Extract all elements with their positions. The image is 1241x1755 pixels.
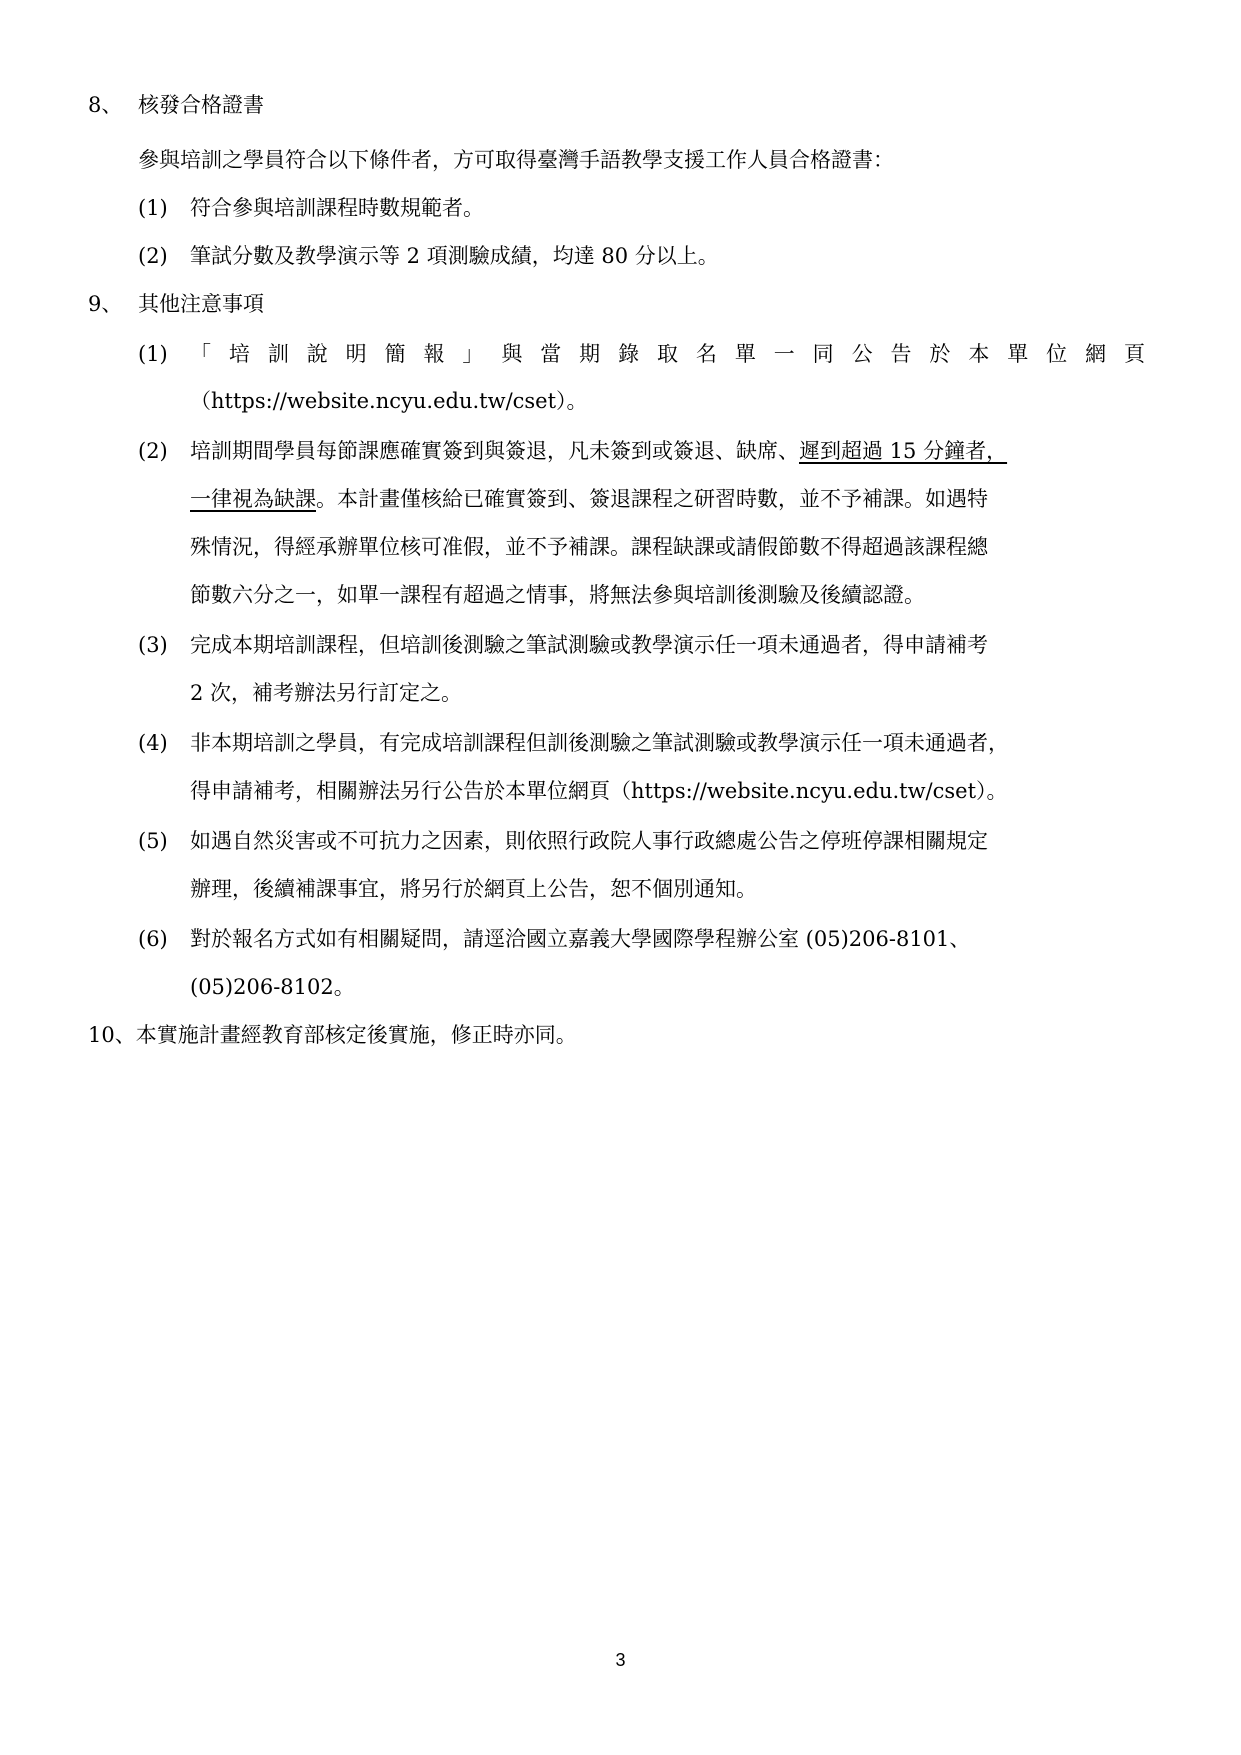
s9-item-2-line-1 (190, 436, 1007, 466)
s9-item-3-line-1: 完成本期培訓課程，但培訓後測驗之筆試測驗或教學演示任一項未通過者，得申請補考 (190, 633, 988, 657)
s9-item-2-line-3: 殊情況，得經承辦單位核可准假，並不予補課。課程缺課或請假節數不得超過該課程總 (190, 535, 988, 559)
s9-item-2-line-1-text: 培訓期間學員每節課應確實簽到與簽退，凡未簽到或簽退、缺席、 (190, 439, 799, 463)
s9-item-6-label: (6) (138, 927, 168, 951)
page-number: 3 (615, 1650, 626, 1670)
s9-item-4-label: (4) (138, 731, 168, 755)
s9-item-5-label: (5) (138, 829, 168, 853)
s9-item-3-line-2: 2 次，補考辦法另行訂定之。 (190, 681, 463, 705)
s9-item-4-line-1: 非本期培訓之學員，有完成培訓課程但訓後測驗之筆試測驗或教學演示任一項未通過者， (190, 731, 1009, 755)
s9-item-2-late-rule: 遲到超過 15 分鐘者， (799, 439, 1008, 463)
section-10-text: 10、本實施計畫經教育部核定後實施，修正時亦同。 (88, 1023, 577, 1047)
s8-item-2-label: (2) (138, 244, 168, 268)
s9-item-5-line-2: 辦理，後續補課事宜，將另行於網頁上公告，恕不個別通知。 (190, 877, 757, 901)
s9-item-2-label: (2) (138, 439, 168, 463)
s9-item-2-line-2 (190, 484, 988, 514)
s8-item-2-text: 筆試分數及教學演示等 2 項測驗成績，均達 80 分以上。 (190, 244, 719, 268)
s9-item-1-line-2: （https://website.ncyu.edu.tw/cset）。 (190, 389, 588, 413)
s9-item-1-label: (1) (138, 342, 168, 366)
s9-item-2-line-4: 節數六分之一，如單一課程有超過之情事，將無法參與培訓後測驗及後續認證。 (190, 583, 925, 607)
section-8-heading: 核發合格證書 (138, 93, 264, 117)
section-9-heading: 其他注意事項 (138, 292, 264, 316)
s8-item-1-text: 符合參與培訓課程時數規範者。 (190, 196, 484, 220)
s9-item-1-line-1: 「培訓說明簡報」與當期錄取名單一同公告於本單位網頁 (190, 342, 1145, 366)
s9-item-6-line-1: 對於報名方式如有相關疑問，請逕洽國立嘉義大學國際學程辦公室 (05)206-8101、 (190, 927, 971, 951)
s9-item-5-line-1: 如遇自然災害或不可抗力之因素，則依照行政院人事行政總處公告之停班停課相關規定 (190, 829, 988, 853)
s9-item-2-line-2-text: 。本計畫僅核給已確實簽到、簽退課程之研習時數，並不予補課。如遇特 (316, 487, 988, 511)
section-8-number: 8、 (88, 93, 123, 117)
s9-item-6-line-2: (05)206-8102。 (190, 975, 355, 999)
s9-item-2-absence-rule: 一律視為缺課 (190, 487, 316, 511)
section-8-intro: 參與培訓之學員符合以下條件者，方可取得臺灣手語教學支援工作人員合格證書： (138, 148, 894, 172)
s9-item-3-label: (3) (138, 633, 168, 657)
s9-item-4-line-2: 得申請補考，相關辦法另行公告於本單位網頁（https://website.ncyu.edu.tw/cset）。 (190, 779, 1008, 803)
s8-item-1-label: (1) (138, 196, 168, 220)
section-9-number: 9、 (88, 292, 123, 316)
